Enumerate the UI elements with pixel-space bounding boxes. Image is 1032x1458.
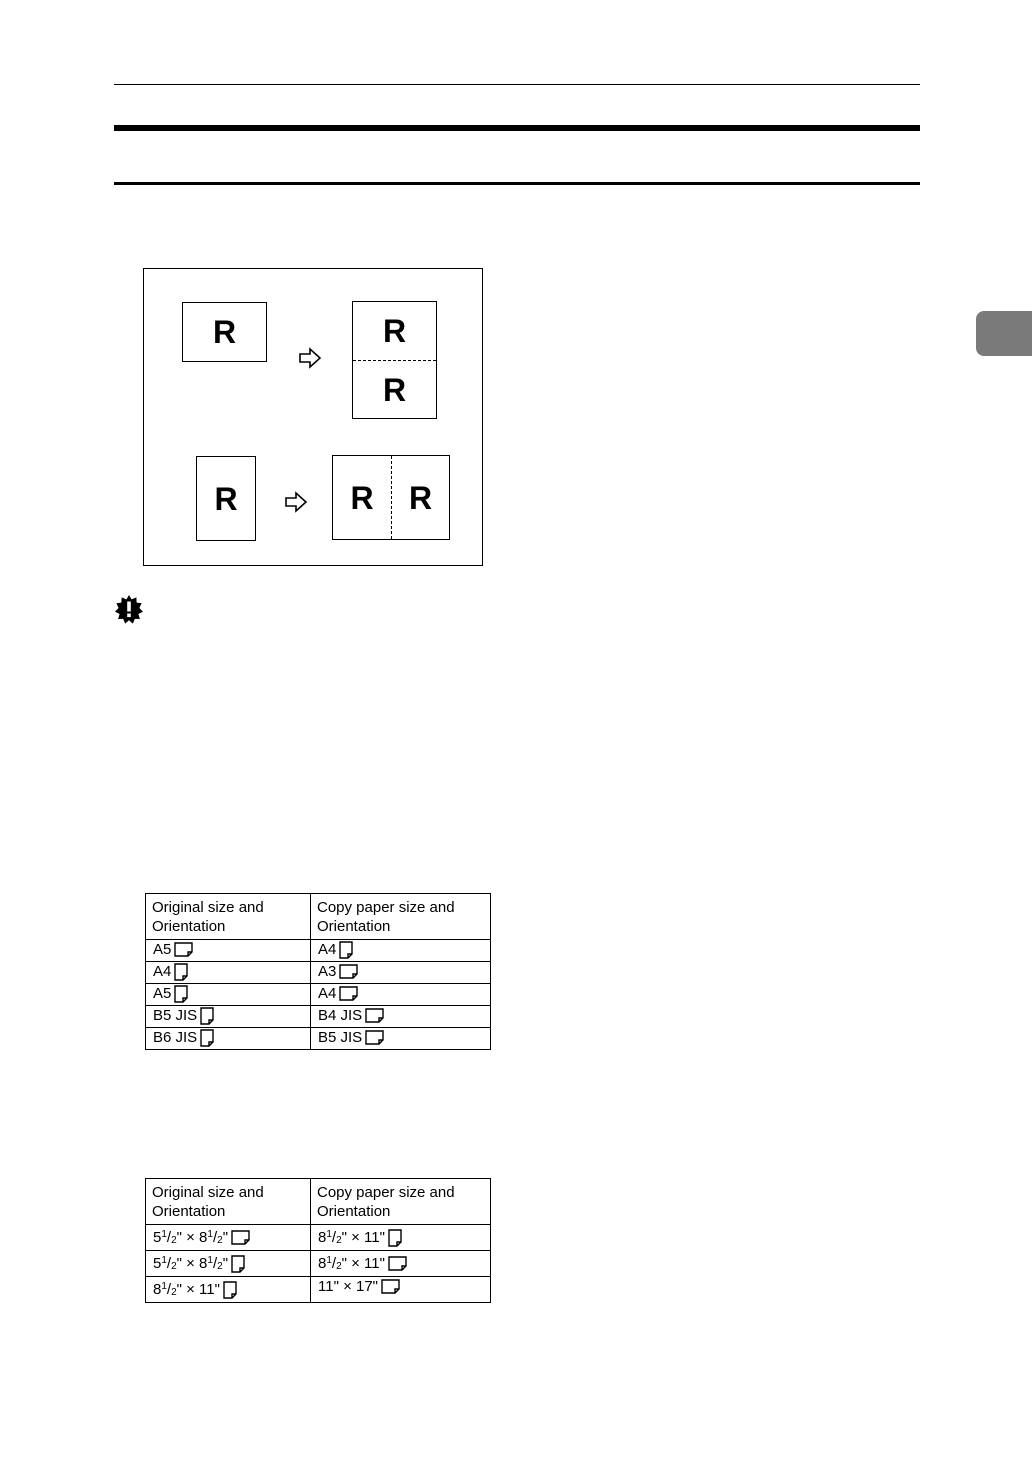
table-row <box>146 1028 491 1050</box>
portrait-paper-icon <box>200 1029 214 1047</box>
copy-size: 11" × 17" <box>318 1278 378 1295</box>
table-row <box>146 940 491 962</box>
landscape-paper-icon <box>231 1230 250 1245</box>
portrait-paper-icon <box>174 985 188 1003</box>
portrait-paper-icon <box>174 963 188 981</box>
header-line: Orientation <box>317 1203 391 1220</box>
header-rule <box>114 84 920 85</box>
original-size: A5 <box>153 985 172 1002</box>
table-row <box>146 1225 491 1251</box>
header-copy <box>311 1179 491 1225</box>
sheet-letter: R <box>408 479 433 516</box>
landscape-paper-icon <box>365 1008 384 1023</box>
chapter-tab-marker <box>976 311 1032 356</box>
sheet-letter: R <box>382 313 407 349</box>
landscape-paper-icon <box>339 986 358 1001</box>
copy-size: A4 <box>318 941 337 958</box>
header-line: Original size and <box>152 899 264 916</box>
portrait-paper-icon <box>388 1229 402 1247</box>
sheet-letter: R <box>214 480 238 517</box>
original-size: A4 <box>153 963 172 980</box>
sheet-letter: R <box>212 314 237 350</box>
original-size: $8^1/_2$" × 11" <box>153 1281 220 1298</box>
right-arrow-icon <box>298 347 322 369</box>
header-line: Copy paper size and <box>317 899 455 916</box>
sheet-half-bottom <box>353 361 436 418</box>
landscape-paper-icon <box>381 1279 400 1294</box>
landscape-paper-icon <box>339 964 358 979</box>
header-original <box>146 894 311 940</box>
table-row <box>146 962 491 984</box>
copy-size: A3 <box>318 963 337 980</box>
inch-size-table <box>145 1178 491 1303</box>
header-original <box>146 1179 311 1225</box>
sheet-half-right <box>392 456 449 539</box>
copy-portrait-sheet <box>352 301 437 419</box>
header-line: Orientation <box>152 1203 226 1220</box>
original-size: $5^1/_2$" × $8^1/_2$" <box>153 1255 229 1272</box>
original-size: B6 JIS <box>153 1029 198 1046</box>
table-header-row <box>146 1179 491 1225</box>
header-line: Orientation <box>152 918 226 935</box>
sheet-letter: R <box>382 371 407 408</box>
landscape-paper-icon <box>388 1256 407 1271</box>
landscape-paper-icon <box>365 1030 384 1045</box>
table-row <box>146 1251 491 1277</box>
sheet-letter: R <box>350 479 374 516</box>
right-arrow-icon <box>284 491 308 513</box>
portrait-paper-icon <box>339 941 353 959</box>
table-row <box>146 984 491 1006</box>
copy-size: B5 JIS <box>318 1029 363 1046</box>
original-size: $5^1/_2$" × $8^1/_2$" <box>153 1229 229 1246</box>
original-size: B5 JIS <box>153 1007 198 1024</box>
sheet-half-left <box>333 456 391 539</box>
table-header-row <box>146 894 491 940</box>
portrait-paper-icon <box>200 1007 214 1025</box>
copy-size: A4 <box>318 985 337 1002</box>
table-row <box>146 1277 491 1303</box>
table-row <box>146 1006 491 1028</box>
copy-size: $8^1/_2$" × 11" <box>318 1255 385 1272</box>
copy-layout-diagram <box>143 268 483 566</box>
original-portrait-sheet <box>196 456 256 541</box>
portrait-paper-icon <box>223 1281 237 1299</box>
header-line: Original size and <box>152 1184 264 1201</box>
copy-size: $8^1/_2$" × 11" <box>318 1229 385 1246</box>
copy-size: B4 JIS <box>318 1007 363 1024</box>
metric-size-table <box>145 893 491 1050</box>
original-size: A5 <box>153 941 172 958</box>
header-line: Copy paper size and <box>317 1184 455 1201</box>
landscape-paper-icon <box>174 942 193 957</box>
important-icon <box>114 594 144 624</box>
title-rule-top <box>114 125 920 131</box>
title-rule-bottom <box>114 182 920 185</box>
portrait-paper-icon <box>231 1255 245 1273</box>
sheet-half-top <box>353 302 436 360</box>
original-landscape-sheet <box>182 302 267 362</box>
copy-landscape-sheet <box>332 455 450 540</box>
header-line: Orientation <box>317 918 391 935</box>
header-copy <box>311 894 491 940</box>
